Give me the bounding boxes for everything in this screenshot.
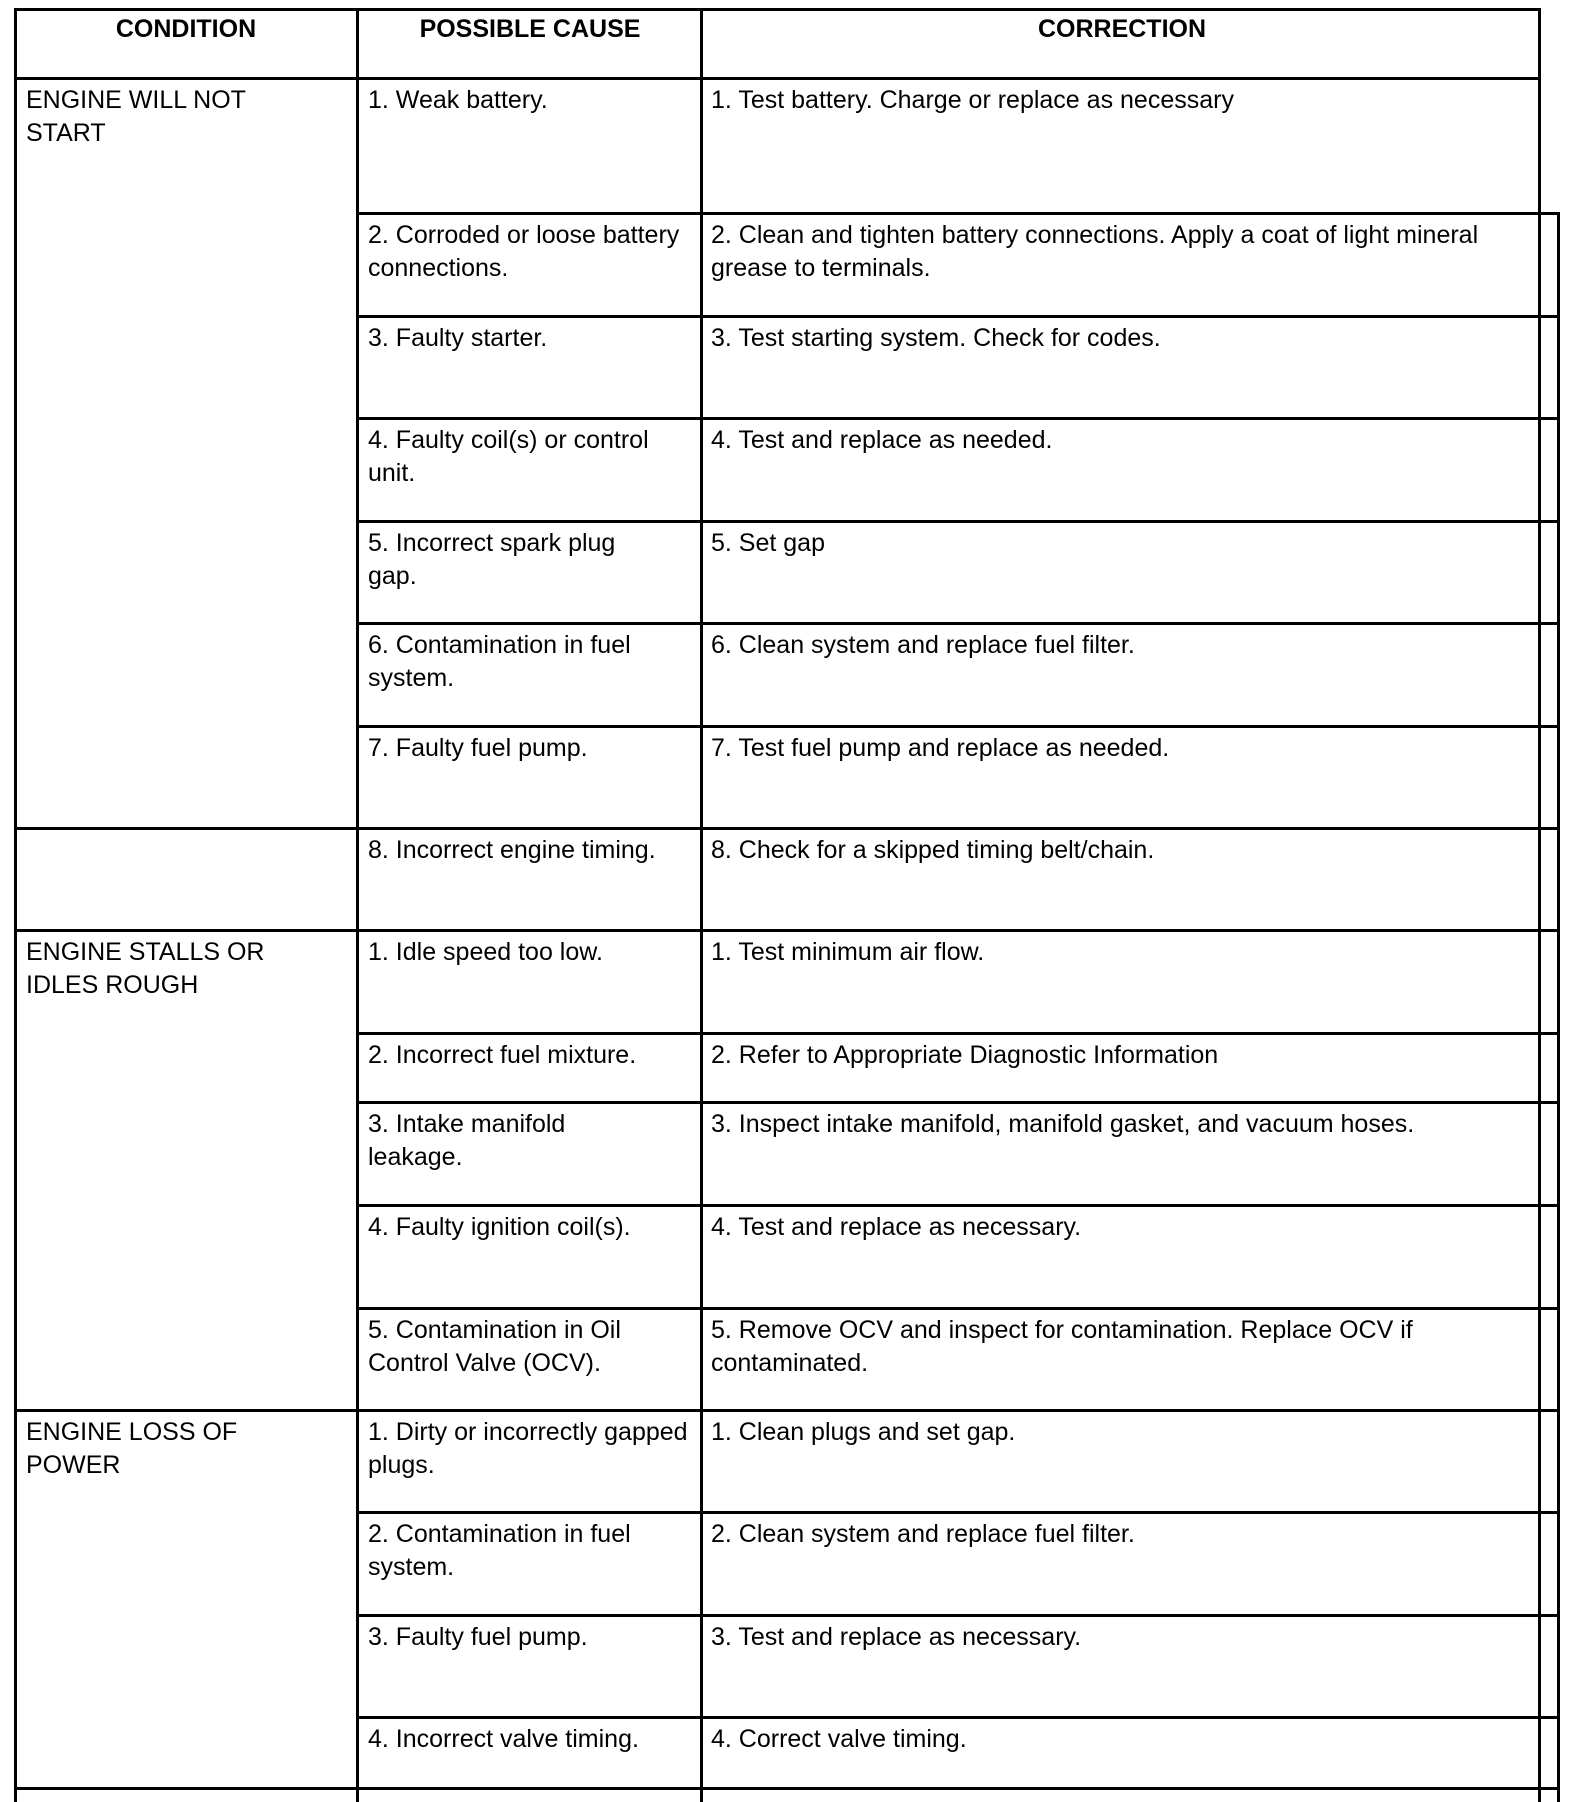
- header-correction: CORRECTION: [1037, 15, 1207, 43]
- correction-cell: 5. Set gap: [711, 529, 825, 557]
- correction-cell: 2. Clean and tighten battery connections. Apply a coat of light mineral grease to terminals.: [711, 221, 1479, 282]
- row-divider: [14, 827, 1560, 830]
- correction-cell: 2. Clean system and replace fuel filter.: [711, 1520, 1135, 1548]
- cause-cell: 8. Incorrect engine timing.: [368, 836, 656, 864]
- row-divider: [356, 1614, 1560, 1617]
- border-left: [14, 8, 17, 1802]
- cause-cell: 5. Incorrect spark plug gap.: [368, 529, 616, 590]
- correction-cell: 6. Clean system and replace fuel filter.: [711, 631, 1135, 659]
- condition-cell: ENGINE WILL NOT START: [26, 86, 246, 147]
- correction-cell: 5. Remove OCV and inspect for contamination. Replace OCV if contaminated.: [711, 1316, 1413, 1377]
- cause-cell: 3. Faulty fuel pump.: [368, 1623, 588, 1651]
- correction-cell: 4. Test and replace as needed.: [711, 426, 1053, 454]
- row-divider: [356, 1716, 1560, 1719]
- correction-cell: 1. Test battery. Charge or replace as necessary: [711, 86, 1234, 114]
- header-bottom-border: [14, 77, 1541, 80]
- column-divider-1: [356, 8, 359, 1802]
- row-divider: [356, 622, 1560, 625]
- row-divider: [356, 1032, 1560, 1035]
- cause-cell: 4. Faulty ignition coil(s).: [368, 1213, 631, 1241]
- cause-cell: 7. Faulty fuel pump.: [368, 734, 588, 762]
- row-divider: [356, 1511, 1560, 1514]
- column-divider-2: [700, 8, 703, 1802]
- cause-cell: 2. Incorrect fuel mixture.: [368, 1041, 637, 1069]
- cause-cell: 1. Weak battery.: [368, 86, 548, 114]
- correction-cell: 8. Check for a skipped timing belt/chain.: [711, 836, 1155, 864]
- correction-cell: 1. Clean plugs and set gap.: [711, 1418, 1016, 1446]
- cause-cell: 1. Idle speed too low.: [368, 938, 603, 966]
- row-divider: [356, 315, 1560, 318]
- cause-cell: 6. Contamination in fuel system.: [368, 631, 631, 692]
- row-divider: [356, 1101, 1560, 1104]
- row-divider: [356, 520, 1560, 523]
- cause-cell: 2. Contamination in fuel system.: [368, 1520, 631, 1581]
- row-divider: [356, 212, 1560, 215]
- border-right: [1538, 8, 1541, 1802]
- correction-cell: 3. Inspect intake manifold, manifold gasket, and vacuum hoses.: [711, 1110, 1415, 1138]
- row-divider: [14, 929, 1560, 932]
- row-divider: [356, 417, 1560, 420]
- row-divider: [356, 1307, 1560, 1310]
- correction-cell: 1. Test minimum air flow.: [711, 938, 985, 966]
- table-bottom-border: [14, 1787, 1560, 1790]
- cause-cell: 1. Dirty or incorrectly gapped plugs.: [368, 1418, 688, 1479]
- cause-cell: 5. Contamination in Oil Control Valve (OCV).: [368, 1316, 621, 1377]
- header-possible-cause: POSSIBLE CAUSE: [419, 15, 641, 43]
- row-divider: [356, 1204, 1560, 1207]
- correction-cell: 3. Test starting system. Check for codes.: [711, 324, 1161, 352]
- correction-cell: 7. Test fuel pump and replace as needed.: [711, 734, 1170, 762]
- row-divider: [356, 725, 1560, 728]
- correction-cell: 3. Test and replace as necessary.: [711, 1623, 1082, 1651]
- header-top-border: [14, 8, 1541, 11]
- condition-cell: ENGINE LOSS OF POWER: [26, 1418, 238, 1479]
- row-divider: [14, 1409, 1560, 1412]
- cause-cell: 3. Faulty starter.: [368, 324, 548, 352]
- condition-cell: ENGINE STALLS OR IDLES ROUGH: [26, 938, 265, 999]
- cause-cell: 2. Corroded or loose battery connections.: [368, 221, 680, 282]
- correction-cell: 4. Test and replace as necessary.: [711, 1213, 1082, 1241]
- correction-cell: 2. Refer to Appropriate Diagnostic Information: [711, 1041, 1219, 1069]
- border-right-shadow: [1557, 212, 1560, 1802]
- cause-cell: 4. Faulty coil(s) or control unit.: [368, 426, 649, 487]
- cause-cell: 4. Incorrect valve timing.: [368, 1725, 639, 1753]
- cause-cell: 3. Intake manifold leakage.: [368, 1110, 566, 1171]
- header-condition: CONDITION: [115, 15, 257, 43]
- correction-cell: 4. Correct valve timing.: [711, 1725, 967, 1753]
